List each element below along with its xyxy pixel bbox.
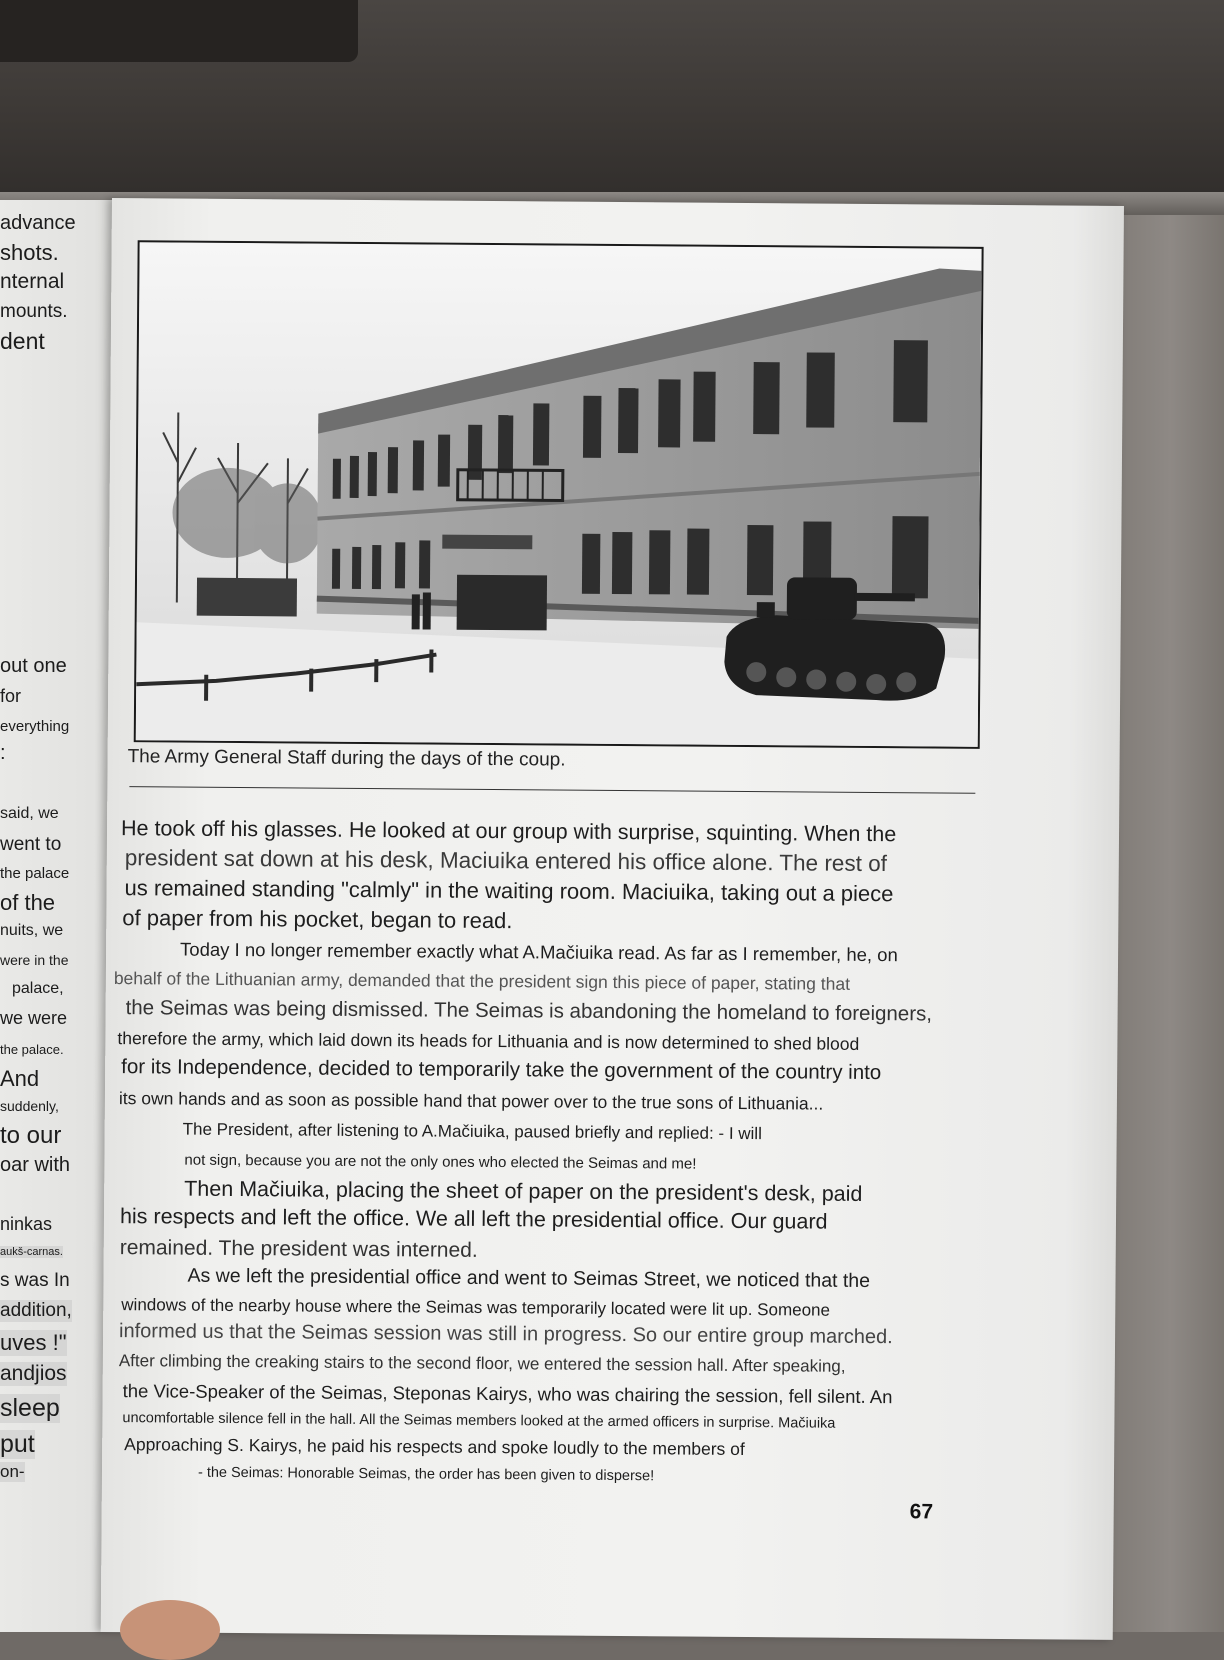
left-page-line: uves !" xyxy=(0,1330,67,1356)
body-line: As we left the presidential office and went to Seimas Street, we noticed that the xyxy=(187,1265,870,1293)
finger xyxy=(120,1600,220,1660)
body-line: After climbing the creaking stairs to the second floor, we entered the session hall. After speaking, xyxy=(119,1351,846,1377)
left-page-line: andjios xyxy=(0,1362,67,1386)
photo-caption: The Army General Staff during the days of the coup. xyxy=(128,746,566,771)
left-page-line: out one xyxy=(0,655,67,678)
left-page-line: sleep xyxy=(0,1394,60,1423)
body-line: Approaching S. Kairys, he paid his respects and spoke loudly to the members of xyxy=(124,1434,745,1460)
left-page-line: the palace xyxy=(0,865,69,882)
left-page-line: : xyxy=(0,742,6,765)
body-line: the Seimas was being dismissed. The Seimas is abandoning the homeland to foreigners, xyxy=(126,996,933,1026)
page-number: 67 xyxy=(910,1500,934,1524)
book-page xyxy=(101,198,1124,1640)
left-page-line: on- xyxy=(0,1462,25,1482)
body-line: Then Mačiuika, placing the sheet of paper on the president's desk, paid xyxy=(184,1177,862,1207)
left-page-line: ninkas xyxy=(0,1214,52,1235)
body-line: remained. The president was interned. xyxy=(120,1236,478,1263)
left-page-line: mounts. xyxy=(0,301,68,323)
building-photo-drawing xyxy=(136,242,982,747)
body-line: therefore the army, which laid down its heads for Lithuania and is now determined to shed blood xyxy=(117,1028,859,1055)
left-page-line: for xyxy=(0,686,21,707)
left-page-line: shots. xyxy=(0,240,59,266)
left-page-line: suddenly, xyxy=(0,1098,59,1114)
body-line: behalf of the Lithuanian army, demanded that the president sign this piece of paper, stating that xyxy=(114,968,850,995)
left-page-line: palace, xyxy=(12,980,64,998)
left-page-line: put xyxy=(0,1430,35,1459)
body-line: - the Seimas: Honorable Seimas, the order has been given to disperse! xyxy=(198,1465,654,1485)
body-line: his respects and left the office. We all left the presidential office. Our guard xyxy=(120,1204,828,1235)
left-page-line: aukš-carnas. xyxy=(0,1246,63,1258)
left-page-line: everything xyxy=(0,718,69,735)
left-page-line: went to xyxy=(0,834,61,856)
left-page-line: were in the xyxy=(0,952,68,968)
left-page-line: the palace. xyxy=(0,1042,64,1057)
body-line: its own hands and as soon as possible hand that power over to the true sons of Lithuania... xyxy=(119,1088,823,1115)
body-line: us remained standing "calmly" in the waiting room. Maciuika, taking out a piece xyxy=(124,875,893,907)
left-page-line: we were xyxy=(0,1008,67,1029)
left-page-line: And xyxy=(0,1066,39,1092)
body-line: The President, after listening to A.Mačiuika, paused briefly and replied: - I will xyxy=(183,1120,762,1145)
left-page-line: addition, xyxy=(0,1300,72,1322)
body-line: Today I no longer remember exactly what A.Mačiuika read. As far as I remember, he, on xyxy=(180,939,898,967)
left-page-line: nternal xyxy=(0,270,64,294)
left-page-line: of the xyxy=(0,890,55,916)
body-line: informed us that the Seimas session was still in progress. So our entire group marched. xyxy=(119,1320,893,1349)
left-page-line: nuits, we xyxy=(0,922,63,940)
divider xyxy=(129,786,975,794)
body-line: windows of the nearby house where the Seimas was temporarily located were lit up. Someone xyxy=(121,1295,830,1321)
left-page-line: s was In xyxy=(0,1270,70,1292)
left-page-line: advance xyxy=(0,212,76,235)
dark-object xyxy=(0,0,358,62)
body-line: the Vice-Speaker of the Seimas, Steponas Kairys, who was chairing the session, fell silent. An xyxy=(123,1380,893,1408)
body-line: for its Independence, decided to temporarily take the government of the country into xyxy=(121,1055,881,1085)
body-line: not sign, because you are not the only ones who elected the Seimas and me! xyxy=(184,1152,696,1173)
historic-photo xyxy=(134,240,984,749)
body-line: of paper from his pocket, began to read. xyxy=(122,905,512,934)
left-page-line: dent xyxy=(0,328,45,355)
body-line: He took off his glasses. He looked at our group with surprise, squinting. When the xyxy=(121,816,896,847)
left-page xyxy=(0,200,118,1632)
body-line: uncomfortable silence fell in the hall. All the Seimas members looked at the armed officers in surprise. Mačiuika xyxy=(122,1410,835,1432)
left-page-line: said, we xyxy=(0,805,59,823)
left-page-line: to our xyxy=(0,1122,61,1150)
body-line: president sat down at his desk, Maciuika entered his office alone. The rest of xyxy=(125,845,887,877)
left-page-line: oar with xyxy=(0,1154,70,1177)
